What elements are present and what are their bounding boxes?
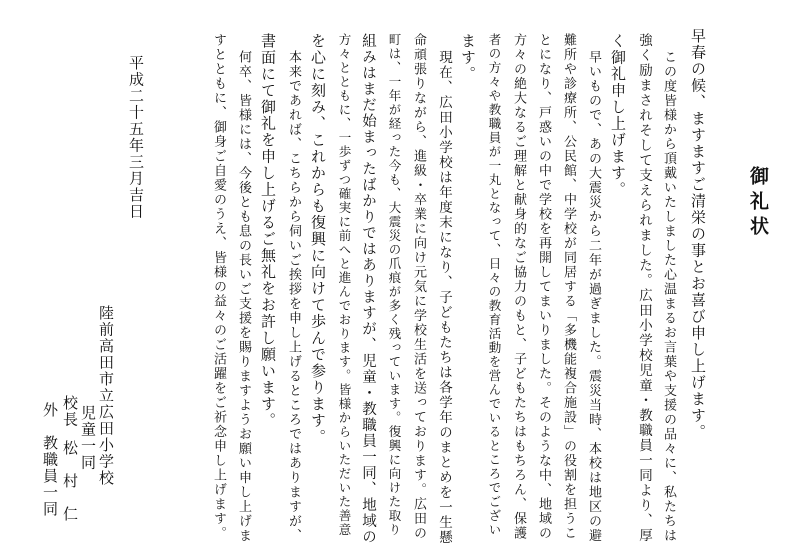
signature-principal-title: 校長 xyxy=(61,395,79,428)
body-line: この度皆様から頂戴いたしました心温まるお言葉や支援の品々に、私たちは xyxy=(661,50,676,543)
signature-children: 児童一同 xyxy=(79,405,97,471)
body-line: 難所や診療所、公民館、中学校が同居する「多機能複合施設」の役割を担うこ xyxy=(561,33,576,541)
body-line: 早いもので、あの大震災から二年が過ぎました。震災当時、本校は地区の避 xyxy=(586,50,601,543)
signature-staff: 外 教職員一同 xyxy=(41,402,59,518)
body-line: 命頑張りながら、進級・卒業に向け元気に学校生活を送っております。広田の xyxy=(411,33,426,541)
body-line: 現在、広田小学校は年度末になり、子どもたちは各学年のまとめを一生懸 xyxy=(436,50,452,545)
body-line: ます。 xyxy=(459,33,477,83)
body-line: 本来であれば、こちらから伺いご挨拶を申し上げるところではありますが、 xyxy=(286,50,301,543)
letter-title: 御礼状 xyxy=(747,166,769,241)
body-line: 書面にて御礼を申し上げるご無礼をお許し願います。 xyxy=(259,33,277,429)
body-line: 強く励まされそして支えられました。広田小学校児童・教職員一同より、厚 xyxy=(636,33,652,543)
body-line: く御礼申し上げます。 xyxy=(609,33,627,198)
body-line: 何卒、皆様には、今後とも息の長いご支援を賜りますようお願い申し上げま xyxy=(236,50,251,543)
signature-school: 陸前高田市立広田小学校 xyxy=(97,305,115,487)
signature-principal-name: 松 村 仁 xyxy=(61,440,79,523)
letter-date: 平成二十五年三月吉日 xyxy=(127,55,145,220)
body-line: 町は、一年が経った今も、大震災の爪痕が多く残っています。復興に向けた取り xyxy=(387,33,402,537)
body-line: 方々の絶大なるご理解と献身的なご協力のもと、子どもたちはもちろん、保護 xyxy=(511,33,526,541)
body-line: 方々とともに、一歩ずつ確実に前へと進んでおります。皆様からいただいた善意 xyxy=(337,33,352,537)
body-line: 者の方々や教職員が一丸となって、日々の教育活動を営んでいるところでござい xyxy=(487,33,502,537)
body-line: を心に刻み、これからも復興に向けて歩んで参ります。 xyxy=(309,33,327,446)
body-line: とになり、戸惑いの中で学校を再開してまいりました。そのような中、地域の xyxy=(536,33,551,541)
body-line: すとともに、御身ご自愛のうえ、皆様の益々のご活躍をご祈念申し上げます。 xyxy=(211,33,226,541)
body-line: 組みはまだ始まったばかりではありますが、児童・教職員一同、地域の xyxy=(360,33,376,545)
body-line: 早春の候、ますますご清栄の事とお喜び申し上げます。 xyxy=(689,28,707,441)
